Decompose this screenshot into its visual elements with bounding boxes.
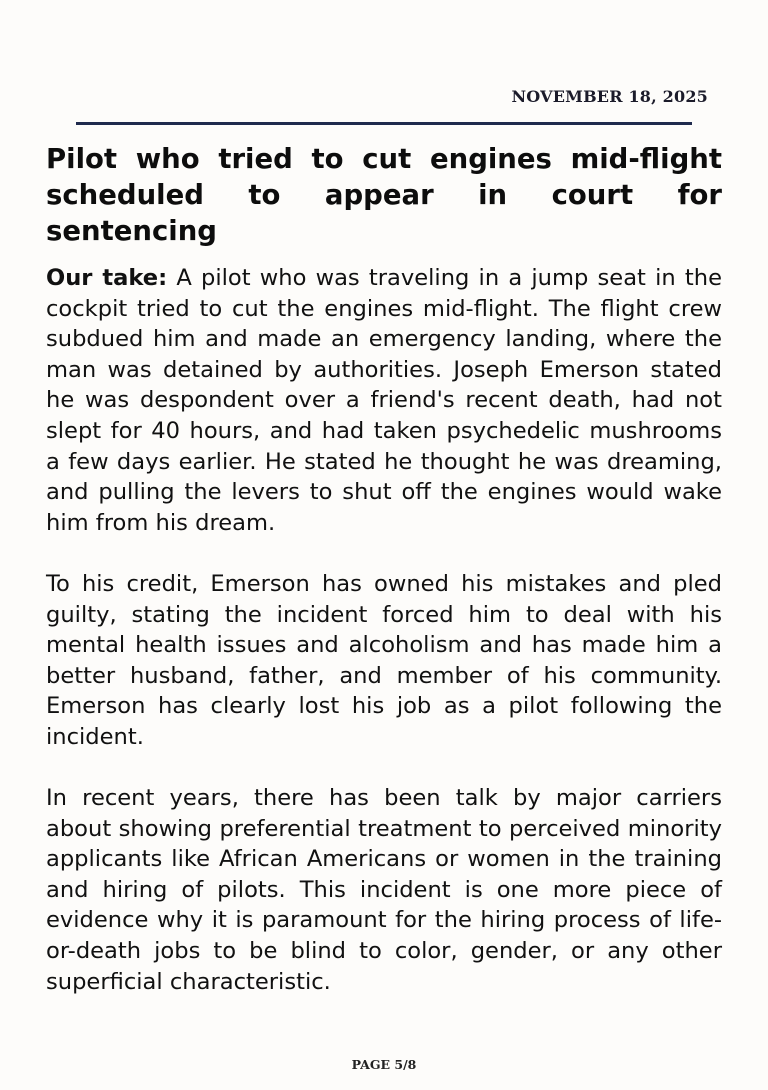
paragraph-2: To his credit, Emerson has owned his mistakes and pled guilty, stating the incident forced him to deal with his mental health issues and alcoholism and has made him a better husband, father, and member of his community. Emerson has clearly lost his job as a pilot following the incident. (46, 570, 722, 750)
article (46, 141, 722, 1028)
article-body (46, 263, 722, 997)
headline (46, 141, 722, 249)
lead-label: Our take: (46, 265, 168, 291)
paragraph-1 (46, 263, 722, 538)
header-divider (76, 122, 692, 125)
paragraph-1-text: A pilot who was traveling in a jump seat in the cockpit tried to cut the engines mid-flight. The flight crew subdued him and made an emergency landing, where the man was detained by authorities. Joseph Emerson stated he was despondent over a friend's recent death, had not slept for 40 hours, and had taken psychedelic mushrooms a few days earlier. He stated he thought he was dreaming, and pulling the levers to shut off the engines would wake him from his dream. (46, 265, 722, 536)
paragraph-3: In recent years, there has been talk by major carriers about showing preferential treatment to perceived minority applicants like African Americans or women in the training and hiring of pilots. This incident is one more piece of evidence why it is paramount for the hiring process of life-or-death jobs to be blind to color, gender, or any other superficial characteristic. (46, 785, 722, 995)
page-number: PAGE 5/8 (351, 1057, 417, 1072)
publication-date: NOVEMBER 18, 2025 (511, 87, 708, 106)
headline-line-1: Pilot who tried to cut engines mid-flight (46, 143, 722, 175)
headline-line-2: scheduled to appear in court for sentencing (46, 179, 722, 247)
